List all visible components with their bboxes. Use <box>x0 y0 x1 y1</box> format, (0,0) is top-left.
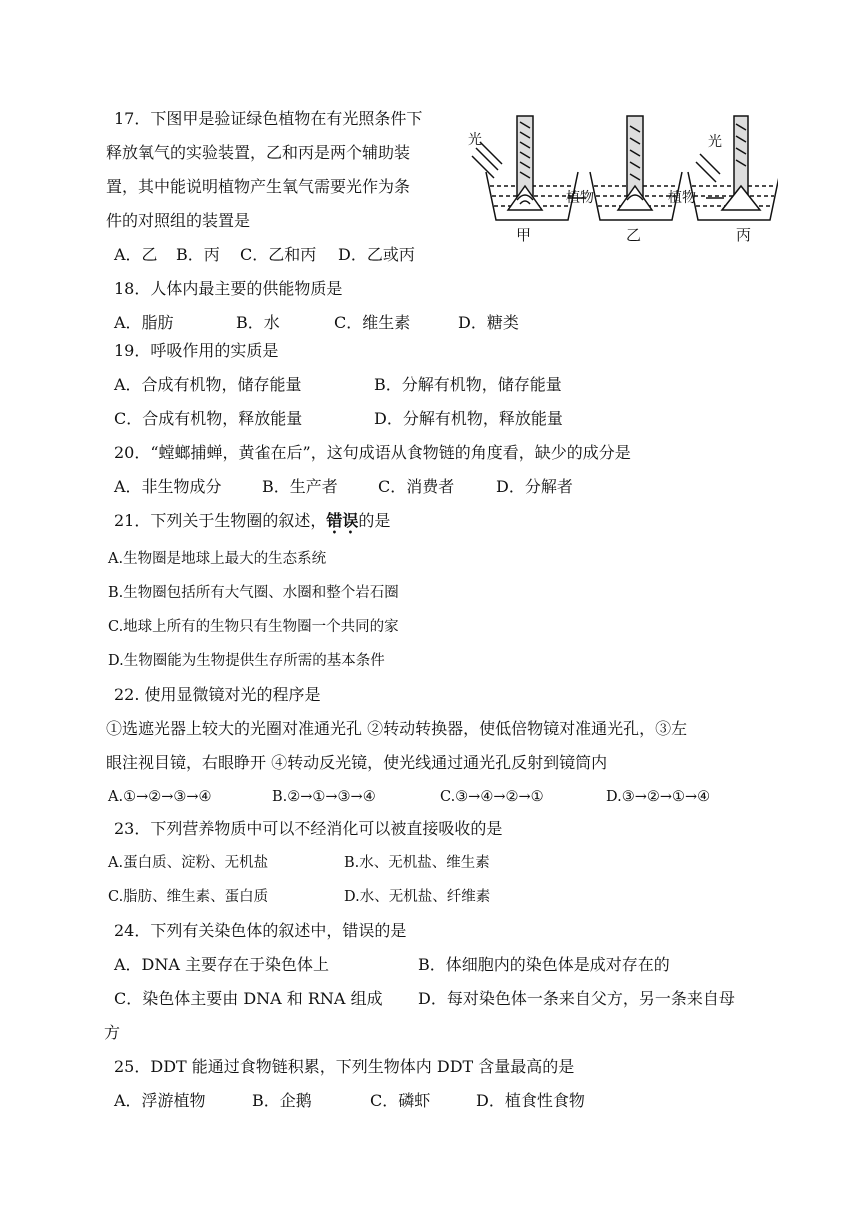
q25-option-c: C．磷虾 <box>370 1091 431 1110</box>
q18-option-a: A．脂肪 <box>114 313 174 332</box>
q20-option-b: B．生产者 <box>262 477 338 496</box>
q21-stem <box>114 510 390 532</box>
q23-stem: 23．下列营养物质中可以不经消化可以被直接吸收的是 <box>114 819 503 838</box>
q24-option-c: C．染色体主要由 DNA 和 RNA 组成 <box>114 989 383 1008</box>
q20-option-c: C．消费者 <box>378 477 455 496</box>
q23-option-c: C.脂肪、维生素、蛋白质 <box>108 889 269 905</box>
q20-option-d: D．分解者 <box>496 477 573 496</box>
q22-option-b: B.②→①→③→④ <box>272 789 376 805</box>
q23-option-b: B.水、无机盐、维生素 <box>344 855 490 871</box>
q18-option-d: D．糖类 <box>458 313 519 332</box>
q21-stem-pre: 21．下列关于生物圈的叙述， <box>114 511 327 530</box>
q17-line-1: 17．下图甲是验证绿色植物在有光照条件下 <box>114 109 423 128</box>
q19-option-c: C．合成有机物，释放能量 <box>114 409 303 428</box>
q24-option-a: A．DNA 主要存在于染色体上 <box>114 955 330 974</box>
q19-stem: 19．呼吸作用的实质是 <box>114 341 279 360</box>
plant-label-2: 植物 <box>668 190 696 206</box>
experiment-apparatus-figure <box>462 108 778 246</box>
q20-option-a: A．非生物成分 <box>114 477 222 496</box>
apparatus-jia <box>472 116 578 220</box>
q19-option-d: D．分解有机物，释放能量 <box>374 409 563 428</box>
q21-option-d: D.生物圈能为生物提供生存所需的基本条件 <box>108 653 385 669</box>
q23-option-d: D.水、无机盐、纤维素 <box>344 889 491 905</box>
q19-option-a: A．合成有机物，储存能量 <box>114 375 302 394</box>
light-label-jia: 光 <box>468 132 482 148</box>
q22-option-c: C.③→④→②→① <box>440 789 544 805</box>
q18-option-c: C．维生素 <box>334 313 411 332</box>
q20-stem: 20．“螳螂捕蝉，黄雀在后”，这句成语从食物链的角度看，缺少的成分是 <box>114 443 631 462</box>
apparatus-bing <box>688 116 778 220</box>
q24-stem: 24．下列有关染色体的叙述中，错误的是 <box>114 921 407 940</box>
q21-option-c: C.地球上所有的生物只有生物圈一个共同的家 <box>108 619 399 635</box>
q17-line-3: 置，其中能说明植物产生氧气需要光作为条 <box>106 177 411 196</box>
q17-line-4: 件的对照组的装置是 <box>106 211 251 230</box>
light-label-bing: 光 <box>708 134 722 150</box>
q21-option-b: B.生物圈包括所有大气圈、水圈和整个岩石圈 <box>108 585 399 601</box>
q25-option-b: B．企鹅 <box>252 1091 312 1110</box>
q23-option-a: A.蛋白质、淀粉、无机盐 <box>108 855 269 871</box>
q21-emph-1: 错 <box>326 511 343 530</box>
label-jia: 甲 <box>516 226 532 244</box>
q21-emph-2: 误 <box>342 511 359 530</box>
plant-label-1: 植物 <box>566 190 594 206</box>
q22-stem: 22. 使用显微镜对光的程序是 <box>114 685 321 704</box>
q24-option-b: B．体细胞内的染色体是成对存在的 <box>418 955 670 974</box>
q22-option-a: A.①→②→③→④ <box>108 789 212 805</box>
q18-stem: 18．人体内最主要的供能物质是 <box>114 279 343 298</box>
label-bing: 丙 <box>736 226 752 244</box>
q17-option-c: C．乙和丙 <box>240 245 317 264</box>
q21-stem-post: 的是 <box>358 511 391 530</box>
q25-option-d: D．植食性食物 <box>476 1091 585 1110</box>
q25-stem: 25．DDT 能通过食物链积累，下列生物体内 DDT 含量最高的是 <box>114 1057 575 1076</box>
q19-option-b: B．分解有机物，储存能量 <box>374 375 562 394</box>
q17-line-2: 释放氧气的实验装置，乙和丙是两个辅助装 <box>106 143 411 162</box>
q18-option-b: B．水 <box>236 313 280 332</box>
q24-option-d-wrap: 方 <box>104 1023 121 1042</box>
q24-option-d: D．每对染色体一条来自父方，另一条来自母 <box>418 989 735 1008</box>
q22-body-1: ①选遮光器上较大的光圈对准通光孔 ②转动转换器，使低倍物镜对准通光孔，③左 <box>106 719 688 738</box>
q17-option-d: D．乙或丙 <box>338 245 415 264</box>
q22-body-2: 眼注视目镜，右眼睁开 ④转动反光镜，使光线通过通光孔反射到镜筒内 <box>106 753 608 772</box>
q17-option-a: A．乙 <box>114 245 158 264</box>
q17-option-b: B．丙 <box>176 245 220 264</box>
label-yi: 乙 <box>626 226 642 244</box>
q21-option-a: A.生物圈是地球上最大的生态系统 <box>108 551 327 567</box>
q22-option-d: D.③→②→①→④ <box>606 789 711 805</box>
q25-option-a: A．浮游植物 <box>114 1091 206 1110</box>
